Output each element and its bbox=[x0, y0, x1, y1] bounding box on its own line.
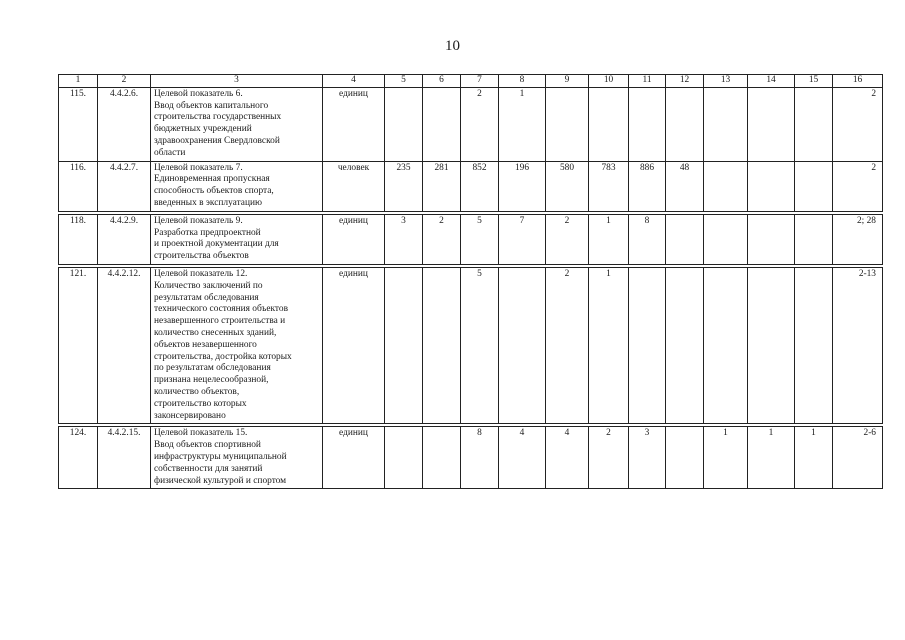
value-cell-col-14 bbox=[748, 161, 795, 211]
value-cell-col-14 bbox=[748, 214, 795, 264]
indicator-name-line: строительство которых bbox=[154, 398, 247, 409]
value-cell-col-9: 580 bbox=[546, 161, 589, 211]
indicator-name-line: Количество заключений по bbox=[154, 280, 263, 291]
value-cell-col-11: 8 bbox=[629, 214, 666, 264]
value-cell-col-13 bbox=[704, 87, 748, 161]
row-code-cell: 4.4.2.6. bbox=[98, 87, 151, 161]
value-cell-col-13: 1 bbox=[704, 427, 748, 489]
column-header-8: 8 bbox=[499, 75, 546, 88]
indicator-name-line: Ввод объектов капитального bbox=[154, 100, 269, 111]
value-cell-col-5 bbox=[385, 267, 423, 423]
value-cell-col-5 bbox=[385, 87, 423, 161]
indicator-name-line: Разработка предпроектной bbox=[154, 227, 261, 238]
indicators-table bbox=[58, 74, 883, 489]
indicator-name-cell bbox=[151, 214, 323, 264]
value-cell-col-6: 2 bbox=[423, 214, 461, 264]
value-cell-col-9: 4 bbox=[546, 427, 589, 489]
row-code-cell: 4.4.2.9. bbox=[98, 214, 151, 264]
indicator-name-line: строительства государственных bbox=[154, 112, 282, 123]
indicator-name-line: по результатам обследования bbox=[154, 363, 271, 374]
indicator-name-line: Ввод объектов спортивной bbox=[154, 440, 261, 451]
column-header-6: 6 bbox=[423, 75, 461, 88]
indicator-name-line: строительства, достройка которых bbox=[154, 351, 292, 362]
value-cell-col-9: 2 bbox=[546, 267, 589, 423]
value-cell-col-10 bbox=[589, 87, 629, 161]
value-cell-col-7: 852 bbox=[461, 161, 499, 211]
value-cell-col-8: 7 bbox=[499, 214, 546, 264]
column-header-5: 5 bbox=[385, 75, 423, 88]
value-cell-col-11: 3 bbox=[629, 427, 666, 489]
value-cell-col-5: 3 bbox=[385, 214, 423, 264]
indicator-name-line: количество снесенных зданий, bbox=[154, 327, 277, 338]
value-cell-col-12 bbox=[666, 427, 704, 489]
value-cell-col-8 bbox=[499, 267, 546, 423]
value-cell-col-14 bbox=[748, 267, 795, 423]
row-number-cell: 116. bbox=[59, 161, 98, 211]
value-cell-col-10: 1 bbox=[589, 214, 629, 264]
value-cell-col-15 bbox=[795, 214, 833, 264]
value-cell-col-6 bbox=[423, 87, 461, 161]
value-cell-col-10: 1 bbox=[589, 267, 629, 423]
table-row bbox=[59, 267, 883, 423]
value-cell-col-10: 2 bbox=[589, 427, 629, 489]
column-header-12: 12 bbox=[666, 75, 704, 88]
unit-cell: единиц bbox=[323, 267, 385, 423]
value-cell-col-8: 196 bbox=[499, 161, 546, 211]
indicator-name-line: Единовременная пропускная bbox=[154, 174, 270, 185]
indicator-name-line: строительства объектов bbox=[154, 251, 249, 262]
value-cell-col-11 bbox=[629, 267, 666, 423]
indicator-name-line: Целевой показатель 6. bbox=[154, 88, 243, 99]
column-header-13: 13 bbox=[704, 75, 748, 88]
reference-cell: 2; 28 bbox=[833, 214, 883, 264]
table-body bbox=[59, 87, 883, 489]
unit-cell: единиц bbox=[323, 214, 385, 264]
indicator-name-line: Целевой показатель 12. bbox=[154, 268, 248, 279]
value-cell-col-5 bbox=[385, 427, 423, 489]
unit-cell: единиц bbox=[323, 427, 385, 489]
value-cell-col-14: 1 bbox=[748, 427, 795, 489]
indicator-name-line: результатам обследования bbox=[154, 292, 259, 303]
indicator-name-line: инфраструктуры муниципальной bbox=[154, 451, 287, 462]
indicator-name-line: здравоохранения Свердловской bbox=[154, 135, 280, 146]
value-cell-col-10: 783 bbox=[589, 161, 629, 211]
table-row bbox=[59, 214, 883, 264]
value-cell-col-6 bbox=[423, 267, 461, 423]
table-row bbox=[59, 161, 883, 211]
indicator-name-cell bbox=[151, 161, 323, 211]
indicator-name-line: законсервировано bbox=[154, 410, 226, 421]
value-cell-col-12 bbox=[666, 267, 704, 423]
column-header-10: 10 bbox=[589, 75, 629, 88]
indicator-name-line: признана нецелесообразной, bbox=[154, 375, 269, 386]
value-cell-col-7: 8 bbox=[461, 427, 499, 489]
value-cell-col-15 bbox=[795, 267, 833, 423]
value-cell-col-12: 48 bbox=[666, 161, 704, 211]
indicators-table-wrapper bbox=[58, 74, 882, 489]
value-cell-col-7: 5 bbox=[461, 267, 499, 423]
value-cell-col-11: 886 bbox=[629, 161, 666, 211]
page-number: 10 bbox=[445, 38, 460, 54]
unit-cell: единиц bbox=[323, 87, 385, 161]
value-cell-col-14 bbox=[748, 87, 795, 161]
table-row bbox=[59, 87, 883, 161]
indicator-name-line: технического состояния объектов bbox=[154, 304, 289, 315]
value-cell-col-11 bbox=[629, 87, 666, 161]
row-code-cell: 4.4.2.7. bbox=[98, 161, 151, 211]
unit-cell: человек bbox=[323, 161, 385, 211]
value-cell-col-9: 2 bbox=[546, 214, 589, 264]
row-number-cell: 121. bbox=[59, 267, 98, 423]
indicator-name-cell bbox=[151, 87, 323, 161]
row-number-cell: 124. bbox=[59, 427, 98, 489]
value-cell-col-15 bbox=[795, 161, 833, 211]
row-code-cell: 4.4.2.12. bbox=[98, 267, 151, 423]
value-cell-col-9 bbox=[546, 87, 589, 161]
column-header-14: 14 bbox=[748, 75, 795, 88]
column-header-4: 4 bbox=[323, 75, 385, 88]
reference-cell: 2 bbox=[833, 161, 883, 211]
value-cell-col-15: 1 bbox=[795, 427, 833, 489]
value-cell-col-6 bbox=[423, 427, 461, 489]
column-header-15: 15 bbox=[795, 75, 833, 88]
reference-cell: 2-6 bbox=[833, 427, 883, 489]
value-cell-col-12 bbox=[666, 214, 704, 264]
indicator-name-line: количество объектов, bbox=[154, 386, 240, 397]
column-header-16: 16 bbox=[833, 75, 883, 88]
indicator-name-line: собственности для занятий bbox=[154, 463, 263, 474]
indicator-name-line: области bbox=[154, 147, 186, 158]
column-header-2: 2 bbox=[98, 75, 151, 88]
indicator-name-line: незавершенного строительства и bbox=[154, 316, 286, 327]
value-cell-col-8: 1 bbox=[499, 87, 546, 161]
value-cell-col-13 bbox=[704, 267, 748, 423]
value-cell-col-12 bbox=[666, 87, 704, 161]
indicator-name-cell bbox=[151, 267, 323, 423]
column-header-3: 3 bbox=[151, 75, 323, 88]
table-row bbox=[59, 427, 883, 489]
indicator-name-cell bbox=[151, 427, 323, 489]
indicator-name-line: Целевой показатель 9. bbox=[154, 215, 243, 226]
value-cell-col-8: 4 bbox=[499, 427, 546, 489]
column-header-1: 1 bbox=[59, 75, 98, 88]
row-number-cell: 115. bbox=[59, 87, 98, 161]
indicator-name-line: физической культурой и спортом bbox=[154, 475, 287, 486]
indicator-name-line: бюджетных учреждений bbox=[154, 124, 252, 135]
indicator-name-line: Целевой показатель 7. bbox=[154, 162, 243, 173]
value-cell-col-13 bbox=[704, 161, 748, 211]
reference-cell: 2 bbox=[833, 87, 883, 161]
value-cell-col-15 bbox=[795, 87, 833, 161]
column-header-9: 9 bbox=[546, 75, 589, 88]
indicator-name-line: способность объектов спорта, bbox=[154, 186, 274, 197]
table-header-row bbox=[59, 75, 883, 88]
indicator-name-line: и проектной документации для bbox=[154, 239, 279, 250]
value-cell-col-7: 5 bbox=[461, 214, 499, 264]
row-number-cell: 118. bbox=[59, 214, 98, 264]
value-cell-col-13 bbox=[704, 214, 748, 264]
indicator-name-line: Целевой показатель 15. bbox=[154, 428, 248, 439]
row-code-cell: 4.4.2.15. bbox=[98, 427, 151, 489]
column-header-7: 7 bbox=[461, 75, 499, 88]
value-cell-col-7: 2 bbox=[461, 87, 499, 161]
value-cell-col-5: 235 bbox=[385, 161, 423, 211]
indicator-name-line: введенных в эксплуатацию bbox=[154, 197, 262, 208]
value-cell-col-6: 281 bbox=[423, 161, 461, 211]
reference-cell: 2-13 bbox=[833, 267, 883, 423]
column-header-11: 11 bbox=[629, 75, 666, 88]
indicator-name-line: объектов незавершенного bbox=[154, 339, 257, 350]
